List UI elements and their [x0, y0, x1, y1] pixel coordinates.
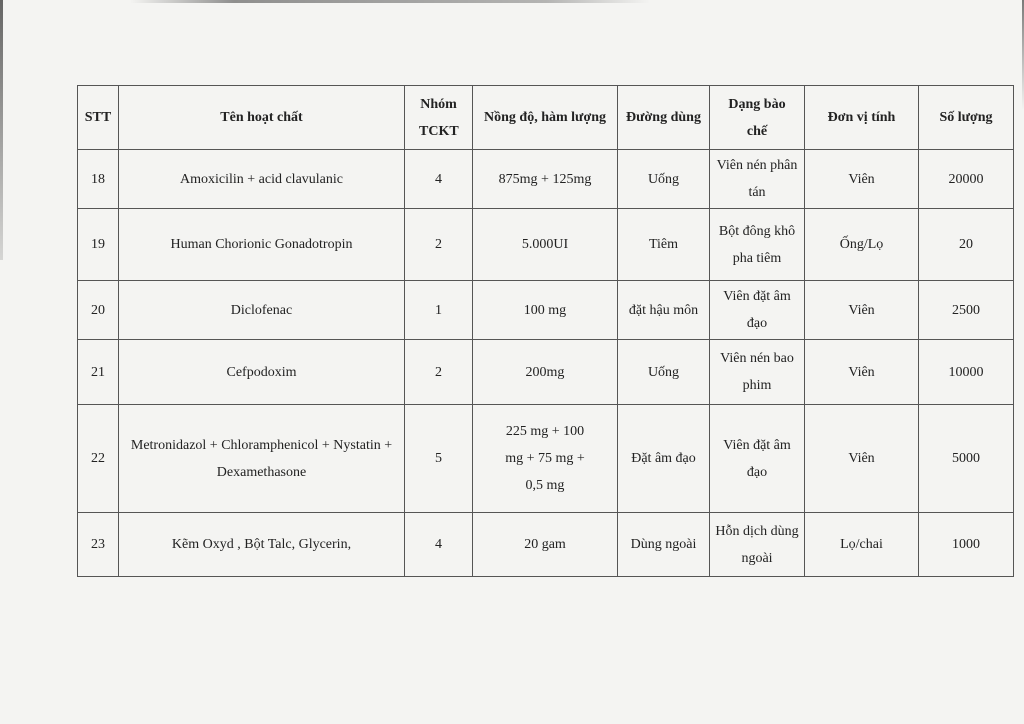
cell-form: Viên đặt âm đạo: [710, 405, 805, 513]
table-row: [78, 150, 1014, 209]
cell-quantity: 5000: [919, 405, 1014, 513]
header-route: Đường dùng: [618, 86, 710, 150]
cell-stt: 18: [78, 150, 119, 209]
cell-name: Cefpodoxim: [119, 340, 405, 405]
cell-form: Viên đặt âm đạo: [710, 281, 805, 340]
cell-strength: 875mg + 125mg: [473, 150, 618, 209]
cell-quantity: 1000: [919, 513, 1014, 577]
cell-quantity: 10000: [919, 340, 1014, 405]
cell-stt: 21: [78, 340, 119, 405]
cell-stt: 23: [78, 513, 119, 577]
cell-group: 2: [405, 209, 473, 281]
cell-route: đặt hậu môn: [618, 281, 710, 340]
cell-group: 4: [405, 150, 473, 209]
cell-strength: 100 mg: [473, 281, 618, 340]
cell-quantity: 2500: [919, 281, 1014, 340]
cell-unit: Lọ/chai: [805, 513, 919, 577]
cell-stt: 20: [78, 281, 119, 340]
cell-form: Viên nén phân tán: [710, 150, 805, 209]
table-row: [78, 209, 1014, 281]
cell-strength: 225 mg + 100 mg + 75 mg + 0,5 mg: [473, 405, 618, 513]
cell-route: Uống: [618, 150, 710, 209]
scan-edge-left: [0, 0, 3, 260]
cell-form: Bột đông khô pha tiêm: [710, 209, 805, 281]
cell-unit: Viên: [805, 340, 919, 405]
header-group: Nhóm TCKT: [405, 86, 473, 150]
table-row: [78, 340, 1014, 405]
cell-strength: 20 gam: [473, 513, 618, 577]
cell-strength: 5.000UI: [473, 209, 618, 281]
cell-form: Viên nén bao phim: [710, 340, 805, 405]
cell-group: 5: [405, 405, 473, 513]
cell-stt: 22: [78, 405, 119, 513]
cell-name: Amoxicilin + acid clavulanic: [119, 150, 405, 209]
header-active-ingredient: Tên hoạt chất: [119, 86, 405, 150]
cell-route: Uống: [618, 340, 710, 405]
cell-route: Tiêm: [618, 209, 710, 281]
header-stt: STT: [78, 86, 119, 150]
cell-route: Dùng ngoài: [618, 513, 710, 577]
table-row: [78, 405, 1014, 513]
cell-name: Metronidazol + Chloramphenicol + Nystatin + Dexamethasone: [119, 405, 405, 513]
drug-table: [77, 85, 1014, 577]
cell-group: 1: [405, 281, 473, 340]
cell-name: Kẽm Oxyd , Bột Talc, Glycerin,: [119, 513, 405, 577]
table-row: [78, 513, 1014, 577]
cell-stt: 19: [78, 209, 119, 281]
header-dosage-form: Dạng bào chế: [710, 86, 805, 150]
cell-quantity: 20: [919, 209, 1014, 281]
cell-unit: Viên: [805, 150, 919, 209]
cell-unit: Viên: [805, 281, 919, 340]
header-unit: Đơn vị tính: [805, 86, 919, 150]
header-quantity: Số lượng: [919, 86, 1014, 150]
cell-name: Diclofenac: [119, 281, 405, 340]
cell-route: Đặt âm đạo: [618, 405, 710, 513]
cell-unit: Viên: [805, 405, 919, 513]
cell-form: Hỗn dịch dùng ngoài: [710, 513, 805, 577]
table-header-row: [78, 86, 1014, 150]
table-row: [78, 281, 1014, 340]
cell-group: 4: [405, 513, 473, 577]
header-strength: Nồng độ, hàm lượng: [473, 86, 618, 150]
cell-unit: Ống/Lọ: [805, 209, 919, 281]
scan-edge-top: [130, 0, 650, 3]
cell-group: 2: [405, 340, 473, 405]
cell-quantity: 20000: [919, 150, 1014, 209]
cell-name: Human Chorionic Gonadotropin: [119, 209, 405, 281]
cell-strength: 200mg: [473, 340, 618, 405]
